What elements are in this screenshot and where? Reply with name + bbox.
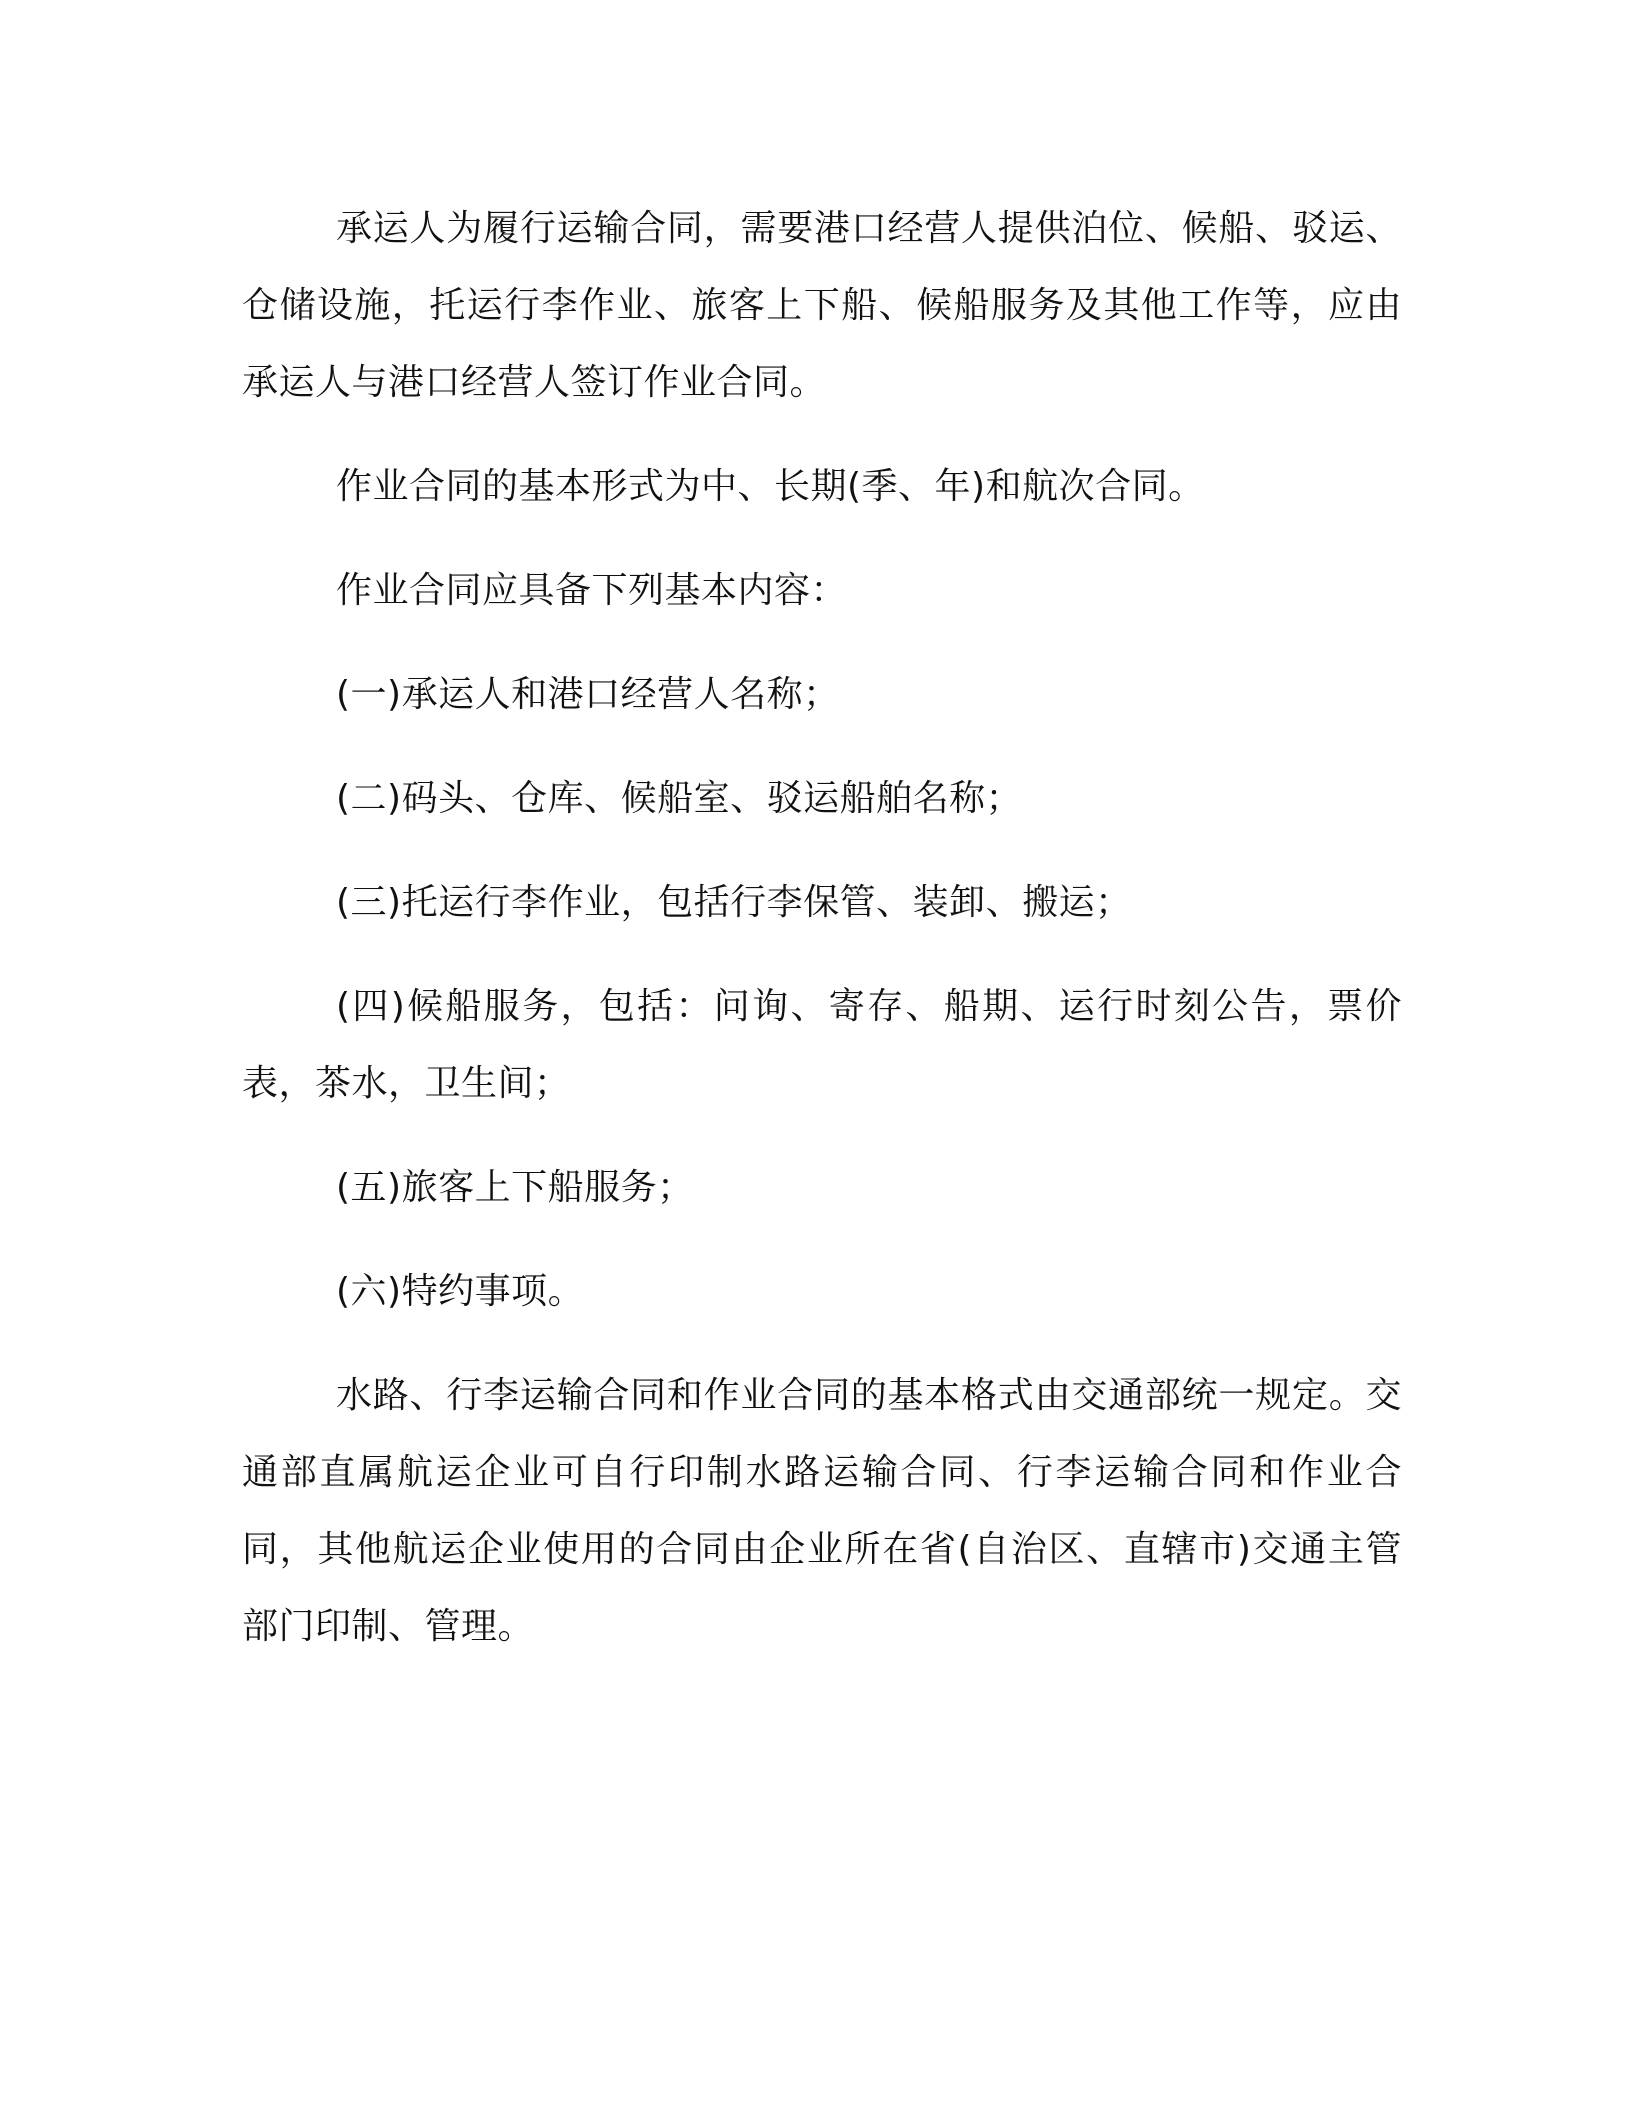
- paragraph-spacer: [242, 525, 1402, 552]
- document-body: [242, 190, 1402, 1665]
- paragraph-contract-forms: 作业合同的基本形式为中、长期(季、年)和航次合同。: [336, 466, 1205, 507]
- paragraph-spacer: [242, 837, 1402, 864]
- paragraph-operation-contract-requirement: 承运人为履行运输合同，需要港口经营人提供泊位、候船、驳运、仓储设施，托运行李作业、旅客上下船、候船服务及其他工作等，应由承运人与港口经营人签订作业合同。: [242, 208, 1402, 403]
- list-item-1: (一)承运人和港口经营人名称；: [336, 674, 840, 715]
- paragraph-spacer: [242, 1330, 1402, 1357]
- list-item-3: (三)托运行李作业，包括行李保管、装卸、搬运；: [336, 882, 1132, 923]
- paragraph-basic-contents-intro: 作业合同应具备下列基本内容：: [336, 570, 848, 611]
- paragraph-spacer: [242, 733, 1402, 760]
- paragraph-contract-format-regulation: 水路、行李运输合同和作业合同的基本格式由交通部统一规定。交通部直属航运企业可自行印制水路运输合同、行李运输合同和作业合同，其他航运企业使用的合同由企业所在省(自治区、直辖市)交通主管部门印制、管理。: [242, 1375, 1402, 1647]
- list-item-6: (六)特约事项。: [336, 1271, 585, 1312]
- list-item-5: (五)旅客上下船服务；: [336, 1167, 694, 1208]
- list-item-2: (二)码头、仓库、候船室、驳运船舶名称；: [336, 778, 1023, 819]
- paragraph-spacer: [242, 1226, 1402, 1253]
- list-item-4: (四)候船服务，包括：问询、寄存、船期、运行时刻公告，票价表，茶水，卫生间；: [242, 986, 1402, 1104]
- paragraph-spacer: [242, 629, 1402, 656]
- paragraph-spacer: [242, 1122, 1402, 1149]
- paragraph-spacer: [242, 421, 1402, 448]
- paragraph-spacer: [242, 941, 1402, 968]
